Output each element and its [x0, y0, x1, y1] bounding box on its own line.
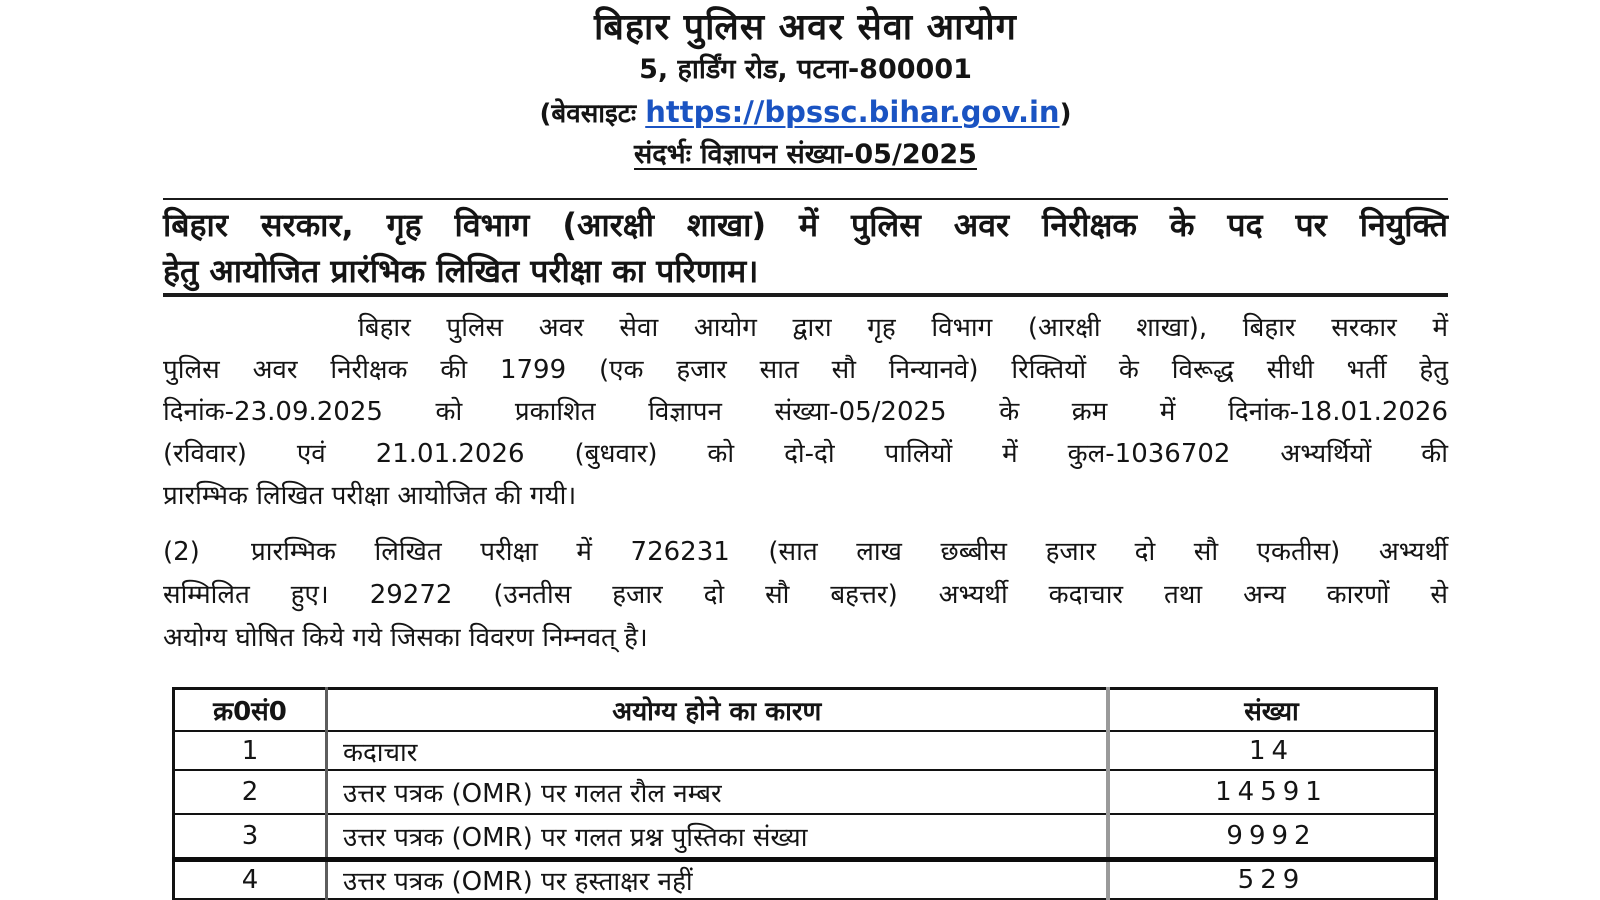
reference-line: संदर्भः विज्ञापन संख्या-05/2025 — [634, 139, 977, 170]
table-row — [174, 770, 1436, 814]
paragraph-1 — [163, 307, 1448, 517]
paragraph-line-text: प्रारम्भिक लिखित परीक्षा में 726231 (सात लाख छब्बीस हजार दो सौ एकतीस) अभ्यर्थी — [251, 537, 1448, 567]
table-header-row — [174, 689, 1436, 732]
cell-reason: उत्तर पत्रक (OMR) पर हस्ताक्षर नहीं — [327, 860, 1108, 900]
table-row — [174, 731, 1436, 770]
paragraph-line: सम्मिलित हुए। 29272 (उनतीस हजार दो सौ बहत्तर) अभ्यर्थी कदाचार तथा अन्य कारणों से — [163, 580, 1448, 610]
cell-count: 9992 — [1108, 814, 1436, 860]
col-header-reason: अयोग्य होने का कारण — [327, 689, 1108, 732]
cell-count: 14 — [1108, 731, 1436, 770]
paragraph-line: बिहार पुलिस अवर सेवा आयोग द्वारा गृह विभाग (आरक्षी शाखा), बिहार सरकार में — [358, 313, 1448, 343]
paragraph-line — [163, 531, 1448, 574]
cell-count: 529 — [1108, 860, 1436, 900]
list-marker: (2) — [163, 537, 200, 567]
cell-serial: 4 — [174, 860, 327, 900]
cell-count: 14591 — [1108, 770, 1436, 814]
col-header-count: संख्या — [1108, 689, 1436, 732]
col-header-serial: क्र0सं0 — [174, 689, 327, 732]
divider-top — [163, 198, 1448, 200]
paragraph-line: पुलिस अवर निरीक्षक की 1799 (एक हजार सात सौ निन्यानवे) रिक्तियों के विरूद्ध सीधी भर्ती हेतु — [163, 355, 1448, 385]
disqualification-table — [172, 687, 1438, 900]
letterhead — [163, 0, 1448, 172]
cell-serial: 1 — [174, 731, 327, 770]
notice-title-line-1: बिहार सरकार, गृह विभाग (आरक्षी शाखा) में पुलिस अवर निरीक्षक के पद पर नियुक्ति — [163, 206, 1448, 244]
org-name: बिहार पुलिस अवर सेवा आयोग — [594, 7, 1017, 48]
cell-reason: उत्तर पत्रक (OMR) पर गलत प्रश्न पुस्तिका संख्या — [327, 814, 1108, 860]
address-line: 5, हार्डिंग रोड, पटना-800001 — [639, 54, 972, 85]
paragraph-line: प्रारम्भिक लिखित परीक्षा आयोजित की गयी। — [163, 481, 577, 511]
cell-reason: उत्तर पत्रक (OMR) पर गलत रौल नम्बर — [327, 770, 1108, 814]
table-row — [174, 814, 1436, 860]
notice-title-line-2: हेतु आयोजित प्रारंभिक लिखित परीक्षा का परिणाम। — [163, 252, 759, 290]
website-link[interactable]: https://bpssc.bihar.gov.in — [645, 95, 1060, 129]
cell-serial: 2 — [174, 770, 327, 814]
paragraph-line: दिनांक-23.09.2025 को प्रकाशित विज्ञापन संख्या-05/2025 के क्रम में दिनांक-18.01.2026 — [163, 397, 1448, 427]
paragraph-line: अयोग्य घोषित किये गये जिसका विवरण निम्नवत् है। — [163, 623, 648, 653]
cell-reason: कदाचार — [327, 731, 1108, 770]
paragraph-2 — [163, 531, 1448, 660]
notice-title — [163, 202, 1448, 294]
website-line — [163, 93, 1448, 133]
cell-serial: 3 — [174, 814, 327, 860]
paragraph-line: (रविवार) एवं 21.01.2026 (बुधवार) को दो-दो पालियों में कुल-1036702 अभ्यर्थियों की — [163, 439, 1448, 469]
website-label: (बेवसाइटः — [539, 99, 637, 129]
website-close-paren: ) — [1059, 99, 1072, 129]
table-row — [174, 860, 1436, 900]
